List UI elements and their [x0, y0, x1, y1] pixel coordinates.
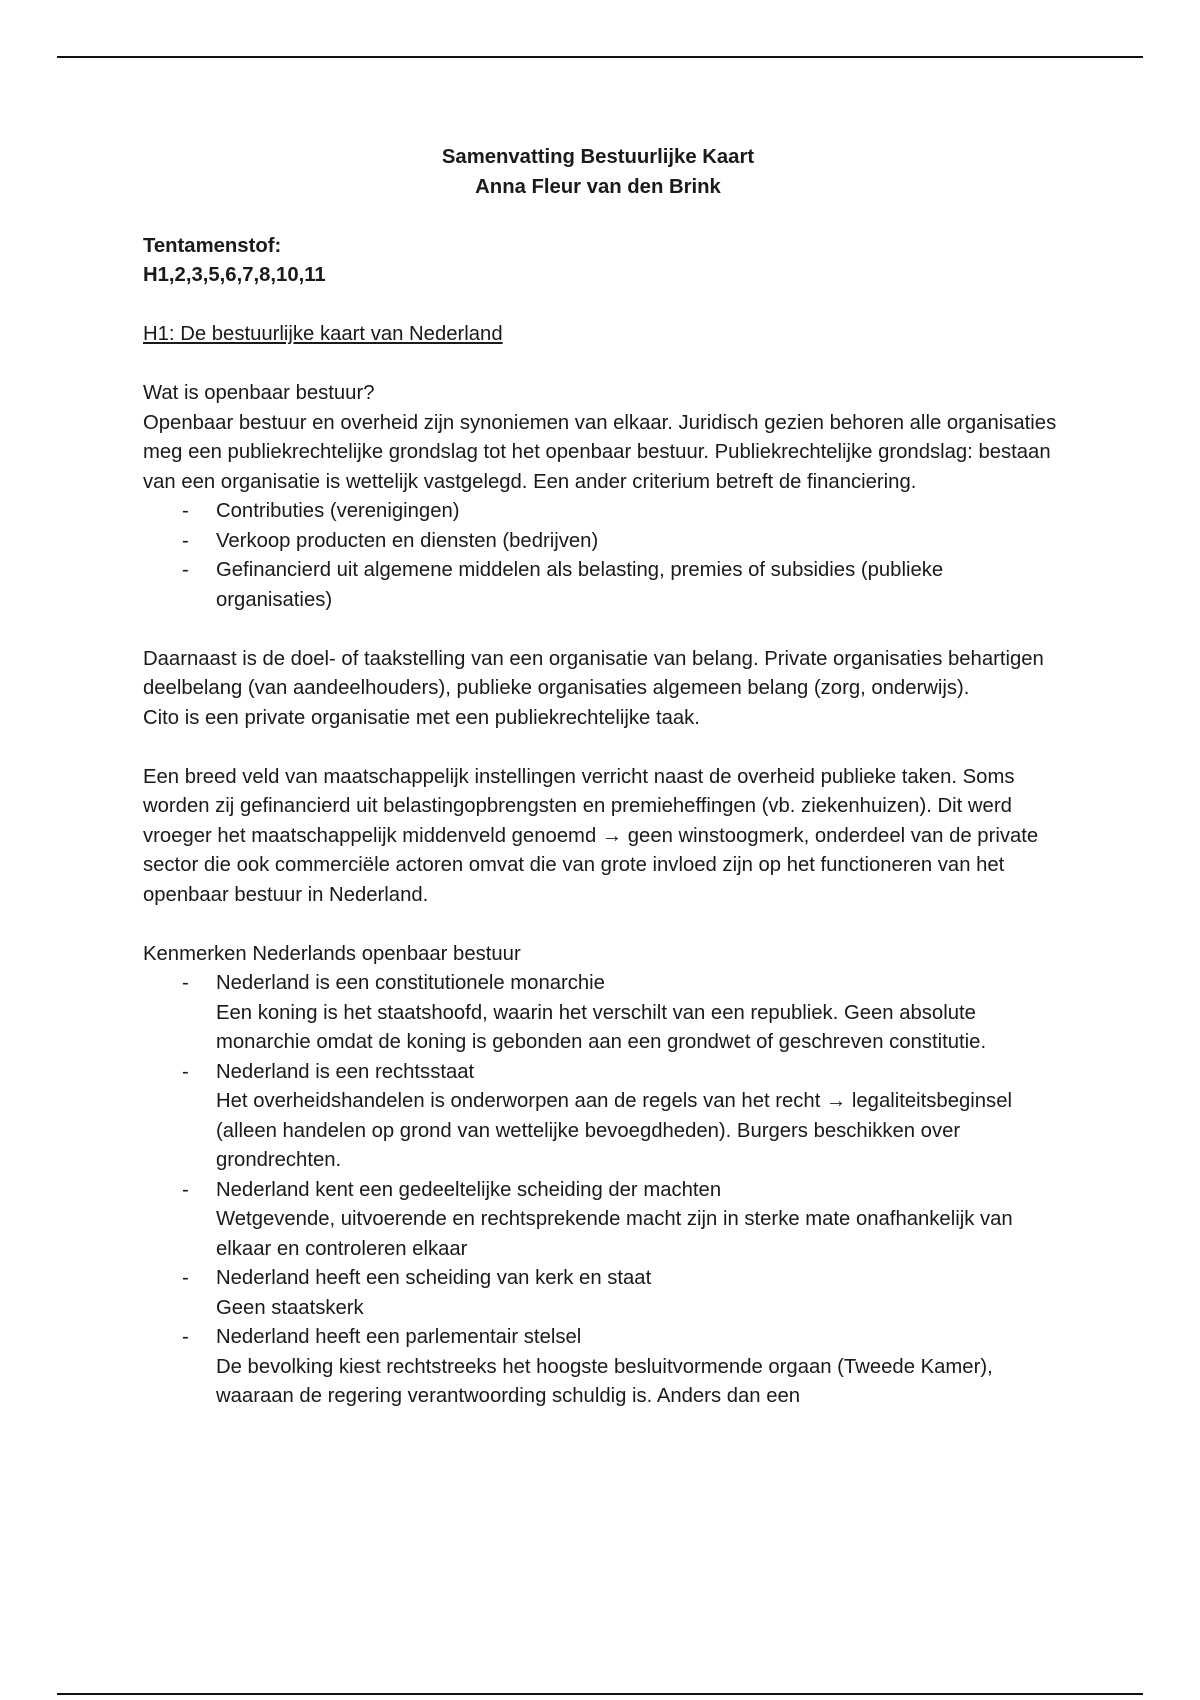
list-item	[143, 1323, 1063, 1412]
list-item	[143, 1058, 1063, 1176]
list-item: - Contributies (verenigingen)	[143, 497, 1063, 527]
list-item: - Gefinancierd uit algemene middelen als belasting, premies of subsidies (publieke organisaties)	[143, 556, 1063, 615]
list-item-text: Een koning is het staatshoofd, waarin het verschilt van een republiek. Geen absolute monarchie omdat de koning is gebonden aan een grondwet of geschreven constitutie.	[216, 1001, 987, 1053]
list-item-title: - Nederland heeft een scheiding van kerk en staat	[216, 1267, 652, 1289]
document-title: Samenvatting Bestuurlijke Kaart	[441, 146, 755, 168]
paragraph: Cito is een private organisatie met een publiekrechtelijke taak.	[143, 706, 700, 729]
list-item-text: De bevolking kiest rechtstreeks het hoogste besluitvormende orgaan (Tweede Kamer), waaraan de regering verantwoording schuldig is. Anders dan een	[216, 1355, 993, 1407]
footer-rule	[57, 1693, 1143, 1695]
list-item	[143, 969, 1063, 1058]
section-heading: Wat is openbaar bestuur?	[143, 382, 375, 404]
paragraph: Een breed veld van maatschappelijk instellingen verricht naast de overheid publieke taken. Soms worden zij gefinancierd uit belastingopbrengsten en premieheffingen (vb. ziekenhuizen). Dit werd vroeger het maatschappelijk middenveld genoemd → geen winstoogmerk, onderdeel van de private sector die ook commerciële actoren omvat die van grote invloed zijn op het functioneren van het openbaar bestuur in Nederland.	[143, 765, 1039, 906]
list-item-title: - Nederland kent een gedeeltelijke scheiding der machten	[216, 1178, 722, 1201]
list-item-title: - Nederland is een constitutionele monarchie	[216, 972, 605, 994]
list-item-text: Wetgevende, uitvoerende en rechtsprekende macht zijn in sterke mate onafhankelijk van elkaar en controleren elkaar	[216, 1208, 1013, 1260]
document-page	[143, 143, 1063, 1412]
section-heading: Kenmerken Nederlands openbaar bestuur	[143, 942, 521, 965]
paragraph: Daarnaast is de doel- of taakstelling van een organisatie van belang. Private organisaties behartigen deelbelang (van aandeelhouders), publieke organisaties algemeen belang (zorg, onderwijs).	[143, 647, 1044, 699]
list-item-title: - Nederland is een rechtsstaat	[216, 1060, 475, 1083]
list-item: - Verkoop producten en diensten (bedrijven)	[143, 527, 1063, 557]
characteristics-list	[143, 969, 1063, 1412]
paragraph: Openbaar bestuur en overheid zijn synoniemen van elkaar. Juridisch gezien behoren alle organisaties meg een publiekrechtelijke grondslag tot het openbaar bestuur. Publiekrechtelijke grondslag: bestaan van een organisatie is wettelijk vastgelegd. Een ander criterium betreft de financiering.	[143, 411, 1057, 493]
list-item	[143, 1176, 1063, 1265]
list-item-text: Het overheidshandelen is onderworpen aan de regels van het recht → legaliteitsbeginsel (alleen handelen op grond van wettelijke bevoegdheden). Burgers beschikken over grondrechten.	[216, 1090, 1012, 1171]
list-item-text: Geen staatskerk	[216, 1296, 364, 1319]
financing-list	[143, 497, 1063, 615]
document-author: Anna Fleur van den Brink	[475, 175, 721, 198]
chapter-heading: H1: De bestuurlijke kaart van Nederland	[143, 323, 503, 345]
list-item-title: - Nederland heeft een parlementair stelsel	[216, 1326, 582, 1348]
list-item	[143, 1264, 1063, 1323]
exam-label: Tentamenstof:	[143, 234, 282, 257]
header-rule	[57, 56, 1143, 58]
exam-chapters: H1,2,3,5,6,7,8,10,11	[143, 264, 326, 286]
